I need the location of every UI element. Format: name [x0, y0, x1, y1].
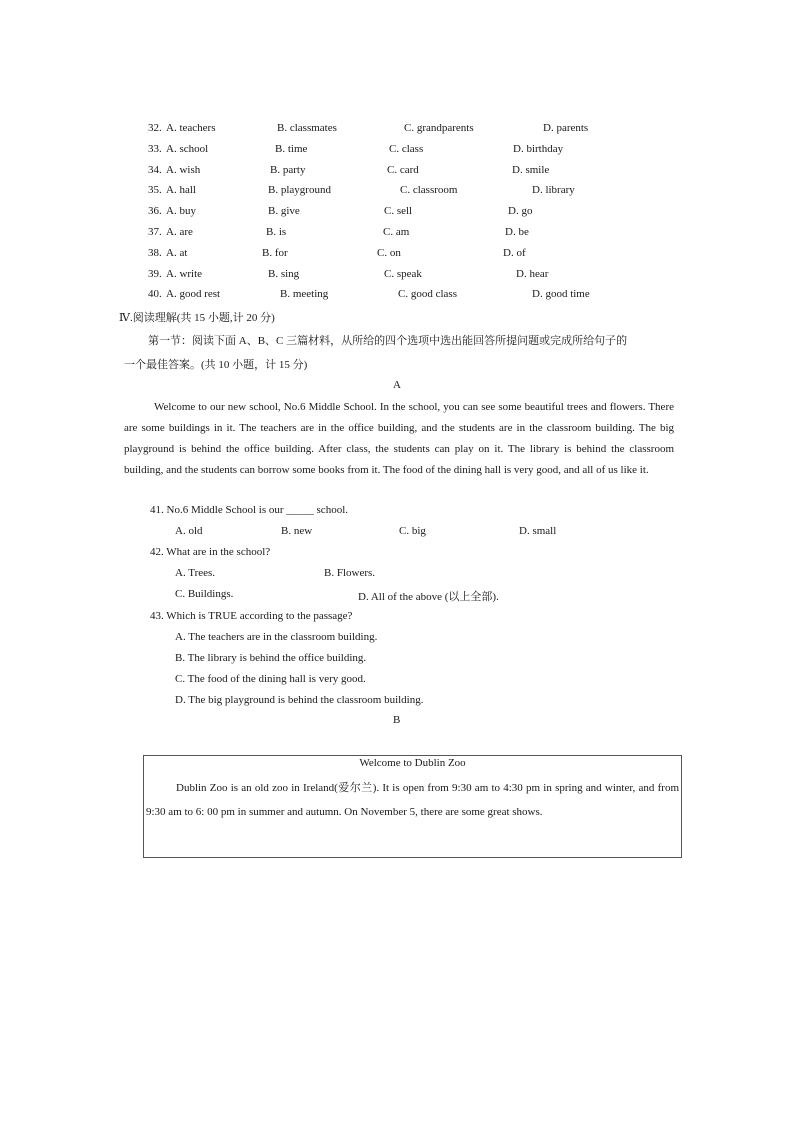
cloze-39-option-a[interactable]: A. write — [166, 268, 203, 280]
section-heading: Ⅳ.阅读理解(共 15 小题,计 20 分) — [119, 312, 275, 324]
cloze-39-number: 39. — [148, 268, 162, 280]
cloze-40-option-a[interactable]: A. good rest — [166, 288, 221, 300]
cloze-32-option-d[interactable]: D. parents — [543, 122, 589, 134]
cloze-32-number: 32. — [148, 122, 162, 134]
q43-option-d[interactable]: D. The big playground is behind the classroom building. — [175, 694, 424, 706]
cloze-36-number: 36. — [148, 205, 162, 217]
cloze-38-number: 38. — [148, 247, 162, 259]
q42-option-d[interactable]: D. All of the above (以上全部). — [358, 591, 499, 603]
cloze-34-number: 34. — [148, 164, 162, 176]
passage-a-text — [124, 397, 674, 481]
cloze-35-option-b[interactable]: B. playground — [268, 184, 331, 196]
passage-a-label: A — [393, 379, 401, 391]
q42-option-b[interactable]: B. Flowers. — [324, 567, 376, 579]
cloze-39-option-d[interactable]: D. hear — [516, 268, 549, 280]
q43-option-a[interactable]: A. The teachers are in the classroom building. — [175, 631, 378, 643]
cloze-37-option-c[interactable]: C. am — [383, 226, 410, 238]
cloze-33-option-d[interactable]: D. birthday — [513, 143, 564, 155]
cloze-37-option-d[interactable]: D. be — [505, 226, 529, 238]
section-instruction-line2: 一个最佳答案。(共 10 小题，计 15 分) — [124, 359, 308, 371]
q41-stem: 41. No.6 Middle School is our _____ school. — [150, 504, 348, 516]
cloze-32-option-c[interactable]: C. grandparents — [404, 122, 474, 134]
passage-a-body: Welcome to our new school, No.6 Middle School. In the school, you can see some beautiful trees and flowers. There are some buildings in it. The teachers are in the office building, and the students are in the classroom building. The big playground is behind the office building. After class, the students can play on it. The library is behind the classroom building, and the students can borrow some books from it. The food of the dining hall is very good, and all of us like it. — [124, 401, 674, 476]
cloze-38-option-b[interactable]: B. for — [262, 247, 288, 259]
cloze-32-option-a[interactable]: A. teachers — [166, 122, 216, 134]
cloze-36-option-c[interactable]: C. sell — [384, 205, 413, 217]
cloze-33-option-c[interactable]: C. class — [389, 143, 424, 155]
cloze-40-option-d[interactable]: D. good time — [532, 288, 590, 300]
q41-option-a[interactable]: A. old — [175, 525, 203, 537]
q41-option-b[interactable]: B. new — [281, 525, 313, 537]
cloze-36-option-a[interactable]: A. buy — [166, 205, 196, 217]
q41-option-d[interactable]: D. small — [519, 525, 557, 537]
q43-stem: 43. Which is TRUE according to the passage? — [150, 610, 353, 622]
q42-option-c[interactable]: C. Buildings. — [175, 588, 234, 600]
q43-option-b[interactable]: B. The library is behind the office building. — [175, 652, 367, 664]
cloze-34-option-d[interactable]: D. smile — [512, 164, 550, 176]
q42-option-a[interactable]: A. Trees. — [175, 567, 216, 579]
cloze-39-option-c[interactable]: C. speak — [384, 268, 422, 280]
cloze-38-option-a[interactable]: A. at — [166, 247, 188, 259]
cloze-36-option-d[interactable]: D. go — [508, 205, 533, 217]
section-instruction-line1: 第一节：阅读下面 A、B、C 三篇材料，从所给的四个选项中选出能回答所提问题或完成所给句子的 — [148, 335, 628, 347]
q41-option-c[interactable]: C. big — [399, 525, 426, 537]
q43-option-c[interactable]: C. The food of the dining hall is very good. — [175, 673, 366, 685]
zoo-box-body — [146, 776, 679, 824]
cloze-35-option-d[interactable]: D. library — [532, 184, 575, 196]
cloze-40-option-b[interactable]: B. meeting — [280, 288, 329, 300]
cloze-33-option-a[interactable]: A. school — [166, 143, 209, 155]
cloze-40-number: 40. — [148, 288, 162, 300]
cloze-36-option-b[interactable]: B. give — [268, 205, 300, 217]
dublin-zoo-box — [143, 755, 682, 858]
zoo-box-text: Dublin Zoo is an old zoo in Ireland(爱尔兰). It is open from 9:30 am to 4:30 pm in spring and winter, and from 9:30 am to 6: 00 pm in summer and autumn. On November 5, there are some great shows. — [146, 782, 679, 818]
cloze-35-number: 35. — [148, 184, 162, 196]
cloze-40-option-c[interactable]: C. good class — [398, 288, 457, 300]
cloze-34-option-c[interactable]: C. card — [387, 164, 419, 176]
cloze-37-option-b[interactable]: B. is — [266, 226, 287, 238]
cloze-35-option-c[interactable]: C. classroom — [400, 184, 458, 196]
cloze-37-number: 37. — [148, 226, 162, 238]
cloze-38-option-c[interactable]: C. on — [377, 247, 401, 259]
cloze-33-number: 33. — [148, 143, 162, 155]
cloze-32-option-b[interactable]: B. classmates — [277, 122, 337, 134]
cloze-38-option-d[interactable]: D. of — [503, 247, 526, 259]
passage-b-label: B — [393, 714, 401, 726]
cloze-34-option-b[interactable]: B. party — [270, 164, 306, 176]
cloze-34-option-a[interactable]: A. wish — [166, 164, 201, 176]
zoo-box-title: Welcome to Dublin Zoo — [359, 757, 466, 769]
cloze-35-option-a[interactable]: A. hall — [166, 184, 196, 196]
cloze-39-option-b[interactable]: B. sing — [268, 268, 300, 280]
q42-stem: 42. What are in the school? — [150, 546, 271, 558]
cloze-33-option-b[interactable]: B. time — [275, 143, 308, 155]
cloze-37-option-a[interactable]: A. are — [166, 226, 193, 238]
